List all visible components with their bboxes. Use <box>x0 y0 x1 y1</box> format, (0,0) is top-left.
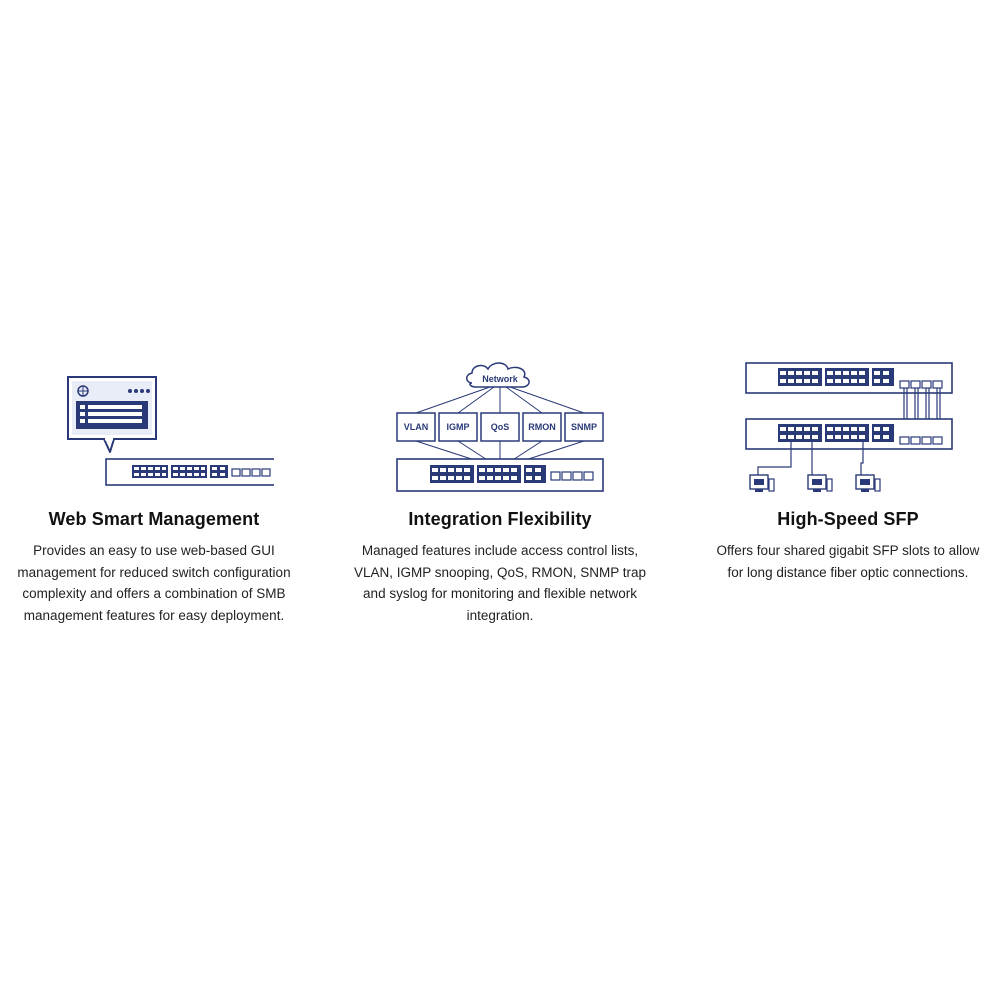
feature-box-qos: QoS <box>490 422 510 432</box>
network-cloud-label: Network <box>482 374 518 384</box>
web-gui-switch-icon <box>34 355 274 505</box>
feature-box-snmp: SNMP <box>570 422 598 432</box>
feature-title: Web Smart Management <box>48 509 260 529</box>
feature-description: Managed features include access control lists, VLAN, IGMP snooping, QoS, RMON, SNMP trap and syslog for monitoring and flexible network integration. <box>353 543 647 623</box>
computer-icon <box>808 475 832 492</box>
feature-high-speed-sfp <box>688 355 1000 583</box>
sfp-switch-stack-icon <box>728 355 968 505</box>
feature-title: High-Speed SFP <box>777 509 919 529</box>
feature-box-rmon: RMON <box>528 422 556 432</box>
feature-description: Provides an easy to use web-based GUI management for reduced switch configuration complexity and offers a combination of SMB management features for easy deployment. <box>17 543 291 623</box>
feature-title: Integration Flexibility <box>408 509 592 529</box>
feature-box-igmp: IGMP <box>446 422 470 432</box>
network-features-icon <box>380 355 620 505</box>
feature-integration-flexibility <box>340 355 660 626</box>
computer-icon <box>856 475 880 492</box>
network-cloud-icon <box>467 363 529 387</box>
feature-web-smart-management <box>0 355 314 626</box>
feature-box-vlan: VLAN <box>403 422 429 432</box>
computer-icon <box>750 475 774 492</box>
feature-description: Offers four shared gigabit SFP slots to allow for long distance fiber optic connections. <box>716 543 980 580</box>
